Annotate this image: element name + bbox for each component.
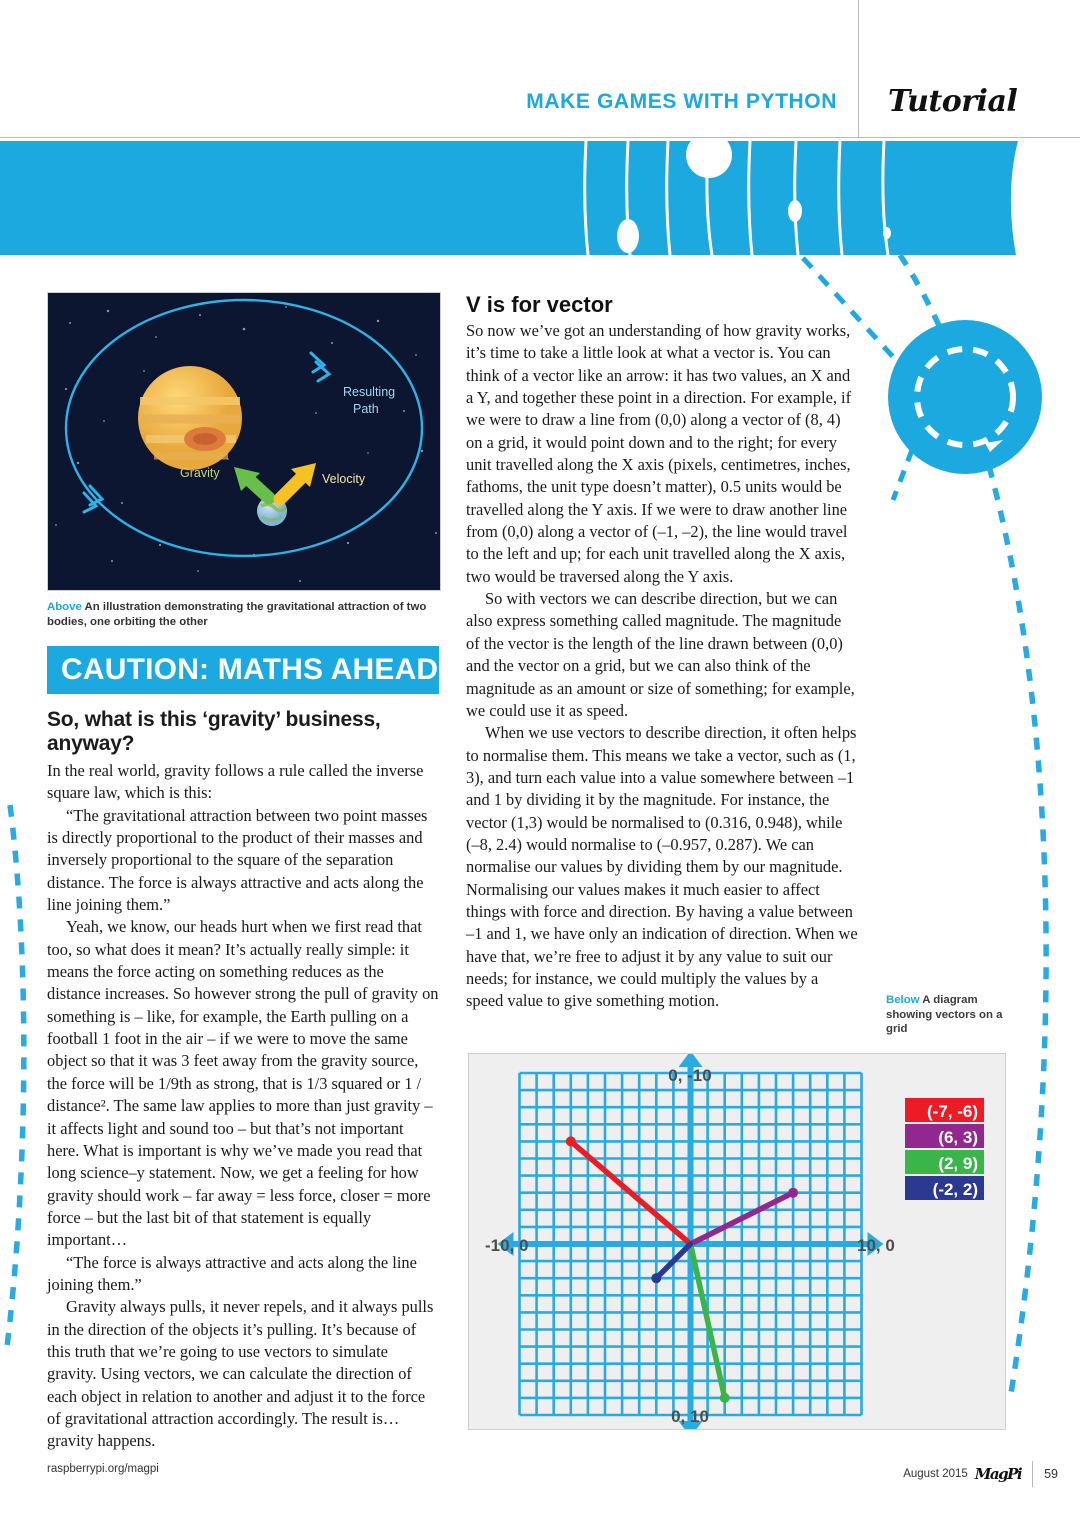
footer-page-number: 59	[1044, 1467, 1058, 1481]
left-paragraph-2: “The gravitational attraction between two point masses is directly proportional to the product of their masses and inversely proportional to the square of the separation distance. The force is always attractive and acts along the line joining them.”	[47, 805, 428, 915]
left-paragraph-3: Yeah, we know, our heads hurt when we first read that too, so what does it mean? It’s actually really simple: it means the force acting on something reduces as the distance increases. So however strong the pull of gravity on something is – like, for example, the Earth pulling on a football 1 foot in the air – if we were to move the same object so that it was 3 feet away from the gravity source, the force will be 1/9th as strong, that is 1/3 squared or 1 / distance². The same law applies to more than just gravity – it affects light and sound too – but that’s not important here. What is important is why we’ve made you read that long science–y statement. Now, we get a feeling for how gravity should work – far away = less force, closer = more force – but the last bit of that statement is equally important…	[47, 917, 439, 1250]
below-caption-lead: Below	[886, 994, 920, 1006]
legend-label: (2, 9)	[938, 1154, 978, 1173]
vector-endpoint	[788, 1188, 798, 1198]
caution-banner	[47, 646, 439, 694]
vector-grid-diagram	[468, 1053, 1006, 1430]
right-column-heading: V is for vector	[466, 292, 613, 317]
caution-banner-label: CAUTION: MATHS AHEAD	[61, 653, 439, 686]
vector-endpoint	[566, 1136, 576, 1146]
axis-label-bottom: 0, 10	[671, 1407, 709, 1426]
footer-divider	[1032, 1461, 1033, 1487]
footer-date: August 2015	[903, 1468, 968, 1480]
right-paragraph-3: When we use vectors to describe direction, it often helps to normalise them. This means we take a vector, such as (1, 3), and turn each value into a value somewhere between –1 and 1 by dividing it by the magnitude. For instance, the vector (1,3) would be normalised to (0.316, 0.948), while (–8, 2.4) would normalise to (–0.957, 0.287). We can normalise our values by dividing them by our magnitude. Normalising our values makes it much easier to affect things with force and direction. By having a value between –1 and 1, we have only an indication of direction. When we have that, we’re free to adjust it by any value to suit our needs; for instance, we could multiply the values by a speed value to give something motion.	[466, 723, 858, 1011]
right-paragraph-2: So with vectors we can describe direction, but we can also express something called magnitude. The magnitude of the vector is the length of the line drawn between (0,0) and the vector on a grid, but we can also think of the magnitude as an amount or size of something; for example, we could use it as speed.	[466, 589, 855, 720]
vector-endpoint	[720, 1393, 730, 1403]
header-divider	[858, 0, 859, 137]
page-header	[0, 0, 1080, 138]
header-section-label: Tutorial	[888, 84, 1018, 119]
axis-label-right: 10, 0	[857, 1236, 895, 1255]
left-paragraph-5: Gravity always pulls, it never repels, and it always pulls in the direction of the objects it’s pulling. It’s because of this truth that we’re going to use vectors to simulate gravity. Using vectors, we can calculate the direction of each object in relation to another and adjust it to the force of gravitational attraction accordingly. The result is… gravity happens.	[47, 1297, 434, 1451]
axis-label-left: -10, 0	[485, 1236, 529, 1255]
figure-caption-below	[886, 993, 1006, 1037]
legend-label: (-7, -6)	[927, 1102, 978, 1121]
footer-right	[903, 1461, 1058, 1487]
left-column	[47, 292, 439, 1453]
label-velocity: Velocity	[322, 472, 366, 486]
left-column-subhead: So, what is this ‘gravity’ business, anyway?	[47, 708, 381, 755]
header-rule	[0, 137, 1080, 138]
right-column	[466, 292, 858, 1013]
legend-label: (-2, 2)	[932, 1180, 978, 1199]
caption-text: An illustration demonstrating the gravitational attraction of two bodies, one orbiting the other	[47, 601, 427, 628]
left-paragraph-1: In the real world, gravity follows a rule called the inverse square law, which is this:	[47, 761, 424, 803]
figure-caption-above	[47, 600, 439, 630]
below-caption-text: A diagram showing vectors on a grid	[886, 994, 1003, 1035]
header-kicker: MAKE GAMES WITH PYTHON	[526, 90, 837, 113]
footer-url[interactable]: raspberrypi.org/magpi	[47, 1463, 159, 1475]
axis-label-top: 0, -10	[668, 1066, 712, 1085]
label-resulting-path-line1: Resulting	[343, 385, 396, 399]
legend-label: (6, 3)	[938, 1128, 978, 1147]
caption-lead: Above	[47, 601, 82, 613]
magpi-logo: MagPi	[974, 1465, 1022, 1483]
label-gravity: Gravity	[180, 466, 220, 480]
left-paragraph-4: “The force is always attractive and acts along the line joining them.”	[47, 1252, 417, 1294]
decorative-blue-banner	[0, 141, 1018, 255]
gravity-orbit-illustration	[47, 292, 441, 591]
label-resulting-path-line2: Path	[353, 402, 379, 416]
right-paragraph-1: So now we’ve got an understanding of how gravity works, it’s time to take a little look at what a vector is. You can think of a vector like an arrow: it has two values, an X and a Y, and together these point in a direction. For example, if we were to draw a line from (0,0) along a vector of (8, 4) on a grid, it would point down and to the right; for every unit travelled along the X axis (pixels, centimetres, inches, fathoms, the unit type doesn’t matter), 0.5 units would be travelled along the Y axis. If we were to draw another line from (0,0) along a vector of (–1, –2), the line would travel to the left and up; for each unit travelled along the X axis, two would be traversed along the Y axis.	[466, 321, 852, 586]
vector-endpoint	[651, 1273, 661, 1283]
